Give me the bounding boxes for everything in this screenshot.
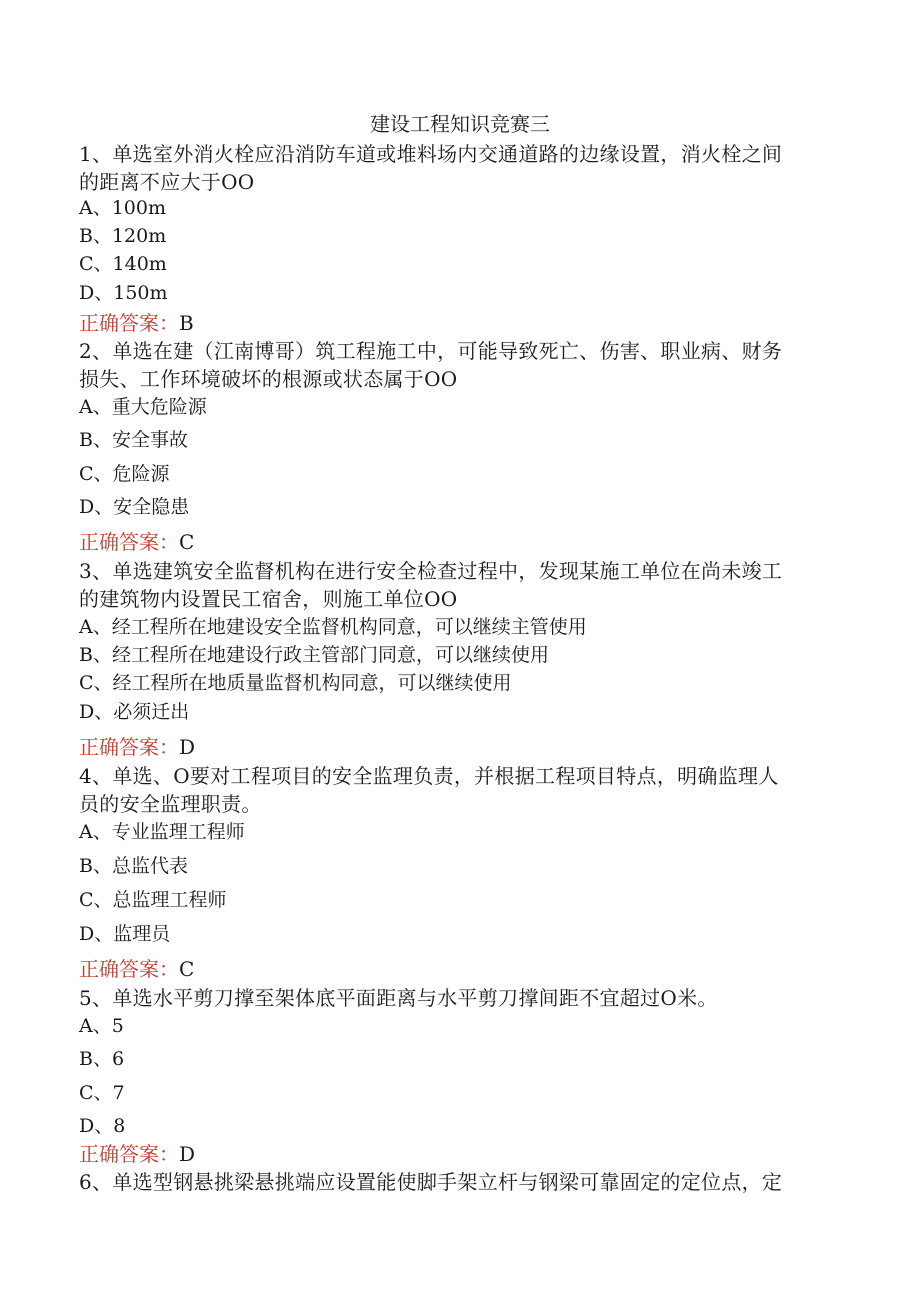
question-3-answer (79, 733, 841, 761)
question-2-option-a: A、重大危险源 (79, 396, 207, 418)
document-title: 建设工程知识竞赛三 (370, 112, 550, 136)
question-5-option-a: A、5 (79, 1015, 124, 1037)
question-5-option-d: D、8 (79, 1115, 126, 1137)
question-5-option-c: C、7 (79, 1082, 125, 1104)
question-3-option-d: D、必须迁出 (79, 701, 190, 723)
answer-label: 正确答案： (79, 735, 179, 759)
answer-label: 正确答案： (79, 311, 179, 335)
question-5-option-b: B、6 (79, 1048, 125, 1070)
answer-value: C (179, 530, 195, 554)
question-2-option-c: C、危险源 (79, 463, 170, 485)
question-3-option-a: A、经工程所在地建设安全监督机构同意，可以继续主管使用 (79, 616, 587, 638)
question-1-option-b: B、120m (79, 225, 167, 247)
question-3-option-c: C、经工程所在地质量监督机构同意，可以继续使用 (79, 672, 512, 694)
answer-label: 正确答案： (79, 957, 179, 981)
question-5-stem-line-1: 5、单选水平剪刀撑至架体底平面距离与水平剪刀撑间距不宜超过O米。 (79, 986, 718, 1010)
question-6-stem-line-1: 6、单选型钢悬挑梁悬挑端应设置能使脚手架立杆与钢梁可靠固定的定位点，定 (79, 1170, 783, 1194)
question-4-option-d: D、监理员 (79, 923, 171, 945)
question-4-answer (79, 955, 841, 983)
question-2-option-d: D、安全隐患 (79, 496, 190, 518)
question-3-option-b: B、经工程所在地建设行政主管部门同意，可以继续使用 (79, 644, 549, 666)
question-1-answer (79, 309, 841, 337)
question-2-answer (79, 528, 841, 556)
answer-value: C (179, 957, 195, 981)
question-2-stem-line-2: 损失、工作环境破坏的根源或状态属于OO (79, 367, 458, 391)
answer-label: 正确答案： (79, 530, 179, 554)
question-1-option-a: A、100m (79, 197, 167, 219)
answer-value: D (179, 1142, 196, 1166)
question-3-stem-line-2: 的建筑物内设置民工宿舍，则施工单位OO (79, 587, 458, 611)
question-5-answer (79, 1140, 841, 1168)
answer-value: D (179, 735, 196, 759)
question-4-stem-line-1: 4、单选、O要对工程项目的安全监理负责，并根据工程项目特点，明确监理人 (79, 764, 779, 788)
question-4-option-b: B、总监代表 (79, 855, 188, 877)
question-3-stem-line-1: 3、单选建筑安全监督机构在进行安全检查过程中，发现某施工单位在尚未竣工 (79, 559, 783, 583)
question-1-option-c: C、140m (79, 253, 167, 275)
question-4-option-c: C、总监理工程师 (79, 889, 227, 911)
question-2-stem-line-1: 2、单选在建（江南博哥）筑工程施工中，可能导致死亡、伤害、职业病、财务 (79, 339, 783, 363)
answer-label: 正确答案： (79, 1142, 179, 1166)
question-4-option-a: A、专业监理工程师 (79, 821, 245, 843)
answer-value: B (179, 311, 194, 335)
question-1-stem-line-1: 1、单选室外消火栓应沿消防车道或堆料场内交通道路的边缘设置，消火栓之间 (79, 142, 783, 166)
question-1-option-d: D、150m (79, 282, 168, 304)
question-1-stem-line-2: 的距离不应大于OO (79, 170, 255, 194)
question-4-stem-line-2: 员的安全监理职责。 (79, 792, 262, 816)
question-2-option-b: B、安全事故 (79, 429, 188, 451)
